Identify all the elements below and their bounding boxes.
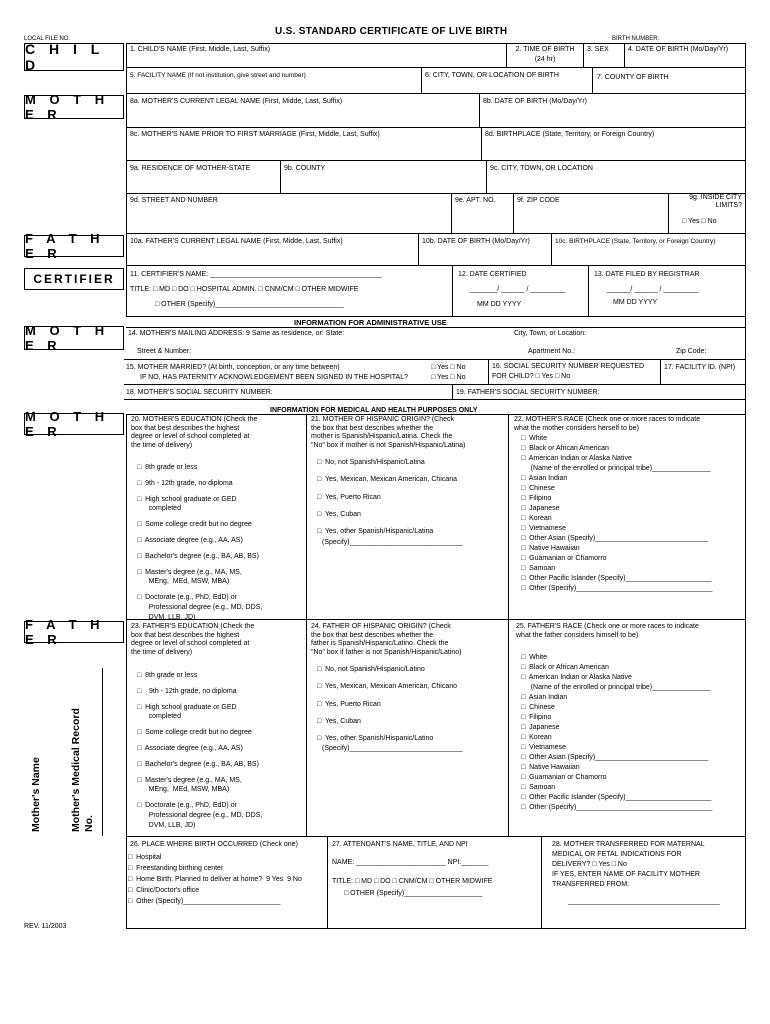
option-item[interactable]: □ Yes, Cuban bbox=[317, 510, 361, 518]
field-15-mother-married: 15. MOTHER MARRIED? (At birth, conception, or any time between) bbox=[126, 364, 340, 371]
field-9d-street[interactable]: 9d. STREET AND NUMBER bbox=[130, 197, 218, 204]
field-9a-residence-state[interactable]: 9a. RESIDENCE OF MOTHER-STATE bbox=[130, 165, 251, 172]
option-item[interactable]: (Name of the enrolled or principal tribe)_______________ bbox=[521, 684, 711, 691]
field-22-options[interactable] bbox=[521, 434, 712, 594]
field-11-certifier-title[interactable]: TITLE: □ MD □ DO □ HOSPITAL ADMIN. □ CNM/CM □ OTHER MIDWIFE bbox=[130, 286, 359, 293]
grid-line bbox=[126, 414, 127, 928]
revision-label: REV. 11/2003 bbox=[24, 923, 67, 930]
grid-line bbox=[488, 359, 489, 384]
option-item[interactable]: □ Other Asian (Specify)_____________________________ bbox=[521, 754, 709, 761]
field-7-county-of-birth[interactable]: 7. COUNTY OF BIRTH bbox=[597, 74, 669, 81]
option-item[interactable]: □ Black or African American bbox=[521, 445, 609, 452]
option-item[interactable]: □ Korean bbox=[521, 515, 552, 522]
grid-line bbox=[668, 193, 669, 233]
option-item[interactable]: □ 8th grade or less bbox=[137, 464, 198, 471]
field-21-mother-hispanic: 21. MOTHER OF HISPANIC ORIGIN? (Check the box that best describes whether the mother is Spanish/Hispanic/Latina. Check the "No" box if mother is not Spanish/Hispanic/Latina) bbox=[311, 416, 466, 449]
field-23-options[interactable] bbox=[137, 671, 262, 837]
field-14-zip[interactable]: Zip Code: bbox=[676, 348, 707, 355]
option-item[interactable]: □ Other (Specify)_________________________ bbox=[128, 898, 281, 905]
field-4-date-of-birth[interactable]: 4. DATE OF BIRTH (Mo/Day/Yr) bbox=[628, 46, 729, 53]
option-item[interactable]: (Name of the enrolled or principal tribe)_______________ bbox=[521, 465, 711, 472]
field-24-options[interactable] bbox=[317, 665, 457, 751]
field-21-options[interactable] bbox=[317, 458, 457, 544]
field-14-city[interactable]: City, Town, or Location: bbox=[514, 330, 587, 337]
side-divider bbox=[102, 668, 103, 836]
field-9e-apt[interactable]: 9e. APT. NO. bbox=[455, 197, 496, 204]
option-item[interactable]: □ Yes, Mexican, Mexican American, Chicano bbox=[317, 683, 458, 691]
option-item[interactable]: □ Some college credit but no degree bbox=[137, 521, 252, 529]
grid-line bbox=[479, 93, 480, 127]
field-3-sex[interactable]: 3. SEX bbox=[587, 46, 609, 53]
field-20-options[interactable] bbox=[137, 463, 262, 629]
field-9g-inside-city: 9g. INSIDE CITY LIMITS? bbox=[689, 194, 742, 209]
grid-line bbox=[592, 67, 593, 93]
field-14-apt[interactable]: Apartment No.: bbox=[528, 348, 576, 355]
option-item[interactable]: □ American Indian or Alaska Native bbox=[521, 674, 632, 681]
grid-line bbox=[481, 127, 482, 160]
option-item[interactable]: □ Black or African American bbox=[521, 664, 609, 671]
grid-line bbox=[541, 836, 542, 928]
field-27-attendant: 27. ATTENDANT'S NAME, TITLE, AND NPI bbox=[332, 841, 468, 848]
option-item[interactable]: □ Bachelor's degree (e.g., BA, AB, BS) bbox=[137, 552, 259, 560]
grid-line bbox=[418, 233, 419, 265]
grid-line bbox=[126, 928, 746, 929]
field-15-paternity-options[interactable]: □ Yes □ No bbox=[431, 374, 466, 381]
field-13-date-filed: 13. DATE FILED BY REGISTRAR bbox=[594, 271, 700, 278]
field-15-paternity: IF NO, HAS PATERNITY ACKNOWLEDGEMENT BEEN SIGNED IN THE HOSPITAL? bbox=[140, 374, 408, 381]
grid-line bbox=[126, 93, 746, 94]
field-14-street[interactable]: Street & Number: bbox=[137, 348, 192, 355]
field-11-certifier-name[interactable]: 11. CERTIFIER'S NAME: ____________________________________________ bbox=[130, 271, 382, 278]
option-item[interactable]: □ 9th - 12th grade, no diploma bbox=[137, 687, 237, 695]
option-item[interactable]: □ White bbox=[521, 654, 548, 661]
option-item[interactable]: □ Other (Specify)___________________________________ bbox=[521, 585, 713, 592]
grid-line bbox=[452, 384, 453, 399]
option-item[interactable]: □ Filipino bbox=[521, 714, 552, 721]
grid-line bbox=[124, 384, 746, 385]
section-father: F A T H E R bbox=[24, 235, 124, 257]
grid-line bbox=[126, 127, 746, 128]
option-item[interactable]: □ Vietnamese bbox=[521, 744, 566, 751]
option-item[interactable]: □ Yes, Cuban bbox=[317, 717, 361, 725]
option-item[interactable]: □ Native Hawaiian bbox=[521, 764, 580, 771]
section-mother-admin: M O T H E R bbox=[24, 326, 124, 350]
option-item[interactable]: □ White bbox=[521, 435, 548, 442]
field-8d-mother-birthplace[interactable]: 8d. BIRTHPLACE (State, Territory, or Foreign Country) bbox=[485, 131, 655, 138]
field-14-mailing-address[interactable]: 14. MOTHER'S MAILING ADDRESS: 9 Same as residence, or: State: bbox=[128, 330, 345, 337]
mothers-name-label: Mother's Name bbox=[30, 757, 42, 832]
grid-line bbox=[124, 359, 746, 360]
option-item[interactable]: □ No, not Spanish/Hispanic/Latino bbox=[317, 666, 425, 673]
field-15-options[interactable]: □ Yes □ No bbox=[431, 364, 466, 371]
medical-info-heading: INFORMATION FOR MEDICAL AND HEALTH PURPOSES ONLY bbox=[270, 407, 478, 414]
option-item[interactable]: □ Master's degree (e.g., MA, MS, MEng, MEd, MSW, MBA) bbox=[137, 568, 242, 586]
field-8c-mother-prior-name[interactable]: 8c. MOTHER'S NAME PRIOR TO FIRST MARRIAGE (First, Middle, Last, Suffix) bbox=[130, 131, 380, 138]
field-17-facility-id[interactable]: 17. FACILITY ID. (NPI) bbox=[664, 364, 736, 371]
grid-line bbox=[508, 414, 509, 619]
field-10a-father-name[interactable]: 10a. FATHER'S CURRENT LEGAL NAME (First, Midde, Last, Suffix) bbox=[130, 238, 343, 245]
field-9c-city[interactable]: 9c. CITY, TOWN, OR LOCATION bbox=[490, 165, 593, 172]
option-item[interactable]: □ Other Asian (Specify)_____________________________ bbox=[521, 535, 709, 542]
grid-line bbox=[421, 67, 422, 93]
field-26-options[interactable] bbox=[128, 852, 302, 907]
option-item[interactable]: □ Bachelor's degree (e.g., BA, AB, BS) bbox=[137, 760, 259, 768]
grid-line bbox=[126, 43, 746, 44]
option-item[interactable]: □ Guamanian or Chamorro bbox=[521, 555, 607, 562]
field-27-name-npi[interactable]: NAME: _______________________ NPI:_______ bbox=[332, 859, 489, 866]
field-21-specify[interactable]: (Specify)_____________________________ bbox=[322, 539, 463, 546]
grid-line bbox=[126, 193, 746, 194]
grid-line bbox=[486, 160, 487, 193]
option-item[interactable]: □ Samoan bbox=[521, 784, 556, 791]
field-12-date-line[interactable]: _______/ ______ / _________ bbox=[470, 286, 566, 293]
grid-line bbox=[126, 67, 746, 68]
field-27-other[interactable]: □ OTHER (Specify)____________________ bbox=[344, 890, 483, 897]
field-8a-mother-legal-name[interactable]: 8a. MOTHER'S CURRENT LEGAL NAME (First, Midde, Last, Suffix) bbox=[130, 98, 343, 105]
option-item[interactable]: □ Yes, other Spanish/Hispanic/Latina bbox=[317, 528, 434, 536]
field-8b-mother-dob[interactable]: 8b. DATE OF BIRTH (Mo/Day/Yr) bbox=[483, 98, 587, 105]
grid-line bbox=[513, 193, 514, 233]
certificate-title: U.S. STANDARD CERTIFICATE OF LIVE BIRTH bbox=[275, 26, 508, 37]
option-item[interactable]: □ Yes, Puerto Rican bbox=[317, 493, 381, 501]
field-23-father-education: 23. FATHER'S EDUCATION (Check the box that best describes the highest degree or level of school completed at the time of delivery) bbox=[131, 623, 255, 656]
section-child: C H I L D bbox=[24, 43, 124, 71]
mothers-medical-record-label: Mother's Medical Record No. bbox=[70, 708, 95, 832]
field-18-mother-ssn[interactable]: 18. MOTHER'S SOCIAL SECURITY NUMBER: bbox=[126, 389, 273, 396]
field-26-place-of-birth: 26. PLACE WHERE BIRTH OCCURRED (Check one) bbox=[130, 841, 298, 848]
field-16-ssn-requested[interactable]: 16. SOCIAL SECURITY NUMBER REQUESTED FOR CHILD? □ Yes □ No bbox=[492, 363, 645, 380]
grid-line bbox=[126, 233, 746, 234]
field-19-father-ssn[interactable]: 19. FATHER'S SOCIAL SECURITY NUMBER: bbox=[456, 389, 600, 396]
option-item[interactable]: □ Yes, Mexican, Mexican American, Chicana bbox=[317, 476, 458, 484]
grid-line bbox=[126, 160, 746, 161]
option-item[interactable]: □ Associate degree (e.g., AA, AS) bbox=[137, 536, 243, 544]
field-12-date-format: MM DD YYYY bbox=[477, 301, 522, 308]
field-5-facility-name[interactable]: 5. FACILITY NAME (If not institution, give street and number) bbox=[130, 72, 306, 79]
grid-line bbox=[452, 265, 453, 316]
grid-line bbox=[588, 265, 589, 316]
option-item[interactable]: □ Home Birth: Planned to deliver at home? 9 Yes 9 No bbox=[128, 876, 302, 883]
section-father-medical: F A T H E R bbox=[24, 621, 124, 643]
option-item[interactable]: □ Samoan bbox=[521, 565, 556, 572]
field-11-certifier-other[interactable]: □ OTHER (Specify)_________________________________ bbox=[155, 301, 344, 308]
grid-line bbox=[624, 43, 625, 67]
field-9g-options[interactable]: □ Yes □ No bbox=[682, 218, 717, 225]
field-9f-zip[interactable]: 9f. ZIP CODE bbox=[517, 197, 560, 204]
option-item[interactable]: □ Yes, Puerto Rican bbox=[317, 700, 381, 708]
option-item[interactable]: □ High school graduate or GED completed bbox=[137, 495, 237, 513]
section-mother-medical: M O T H E R bbox=[24, 413, 124, 435]
field-28-mother-transferred[interactable]: 28. MOTHER TRANSFERRED FOR MATERNAL MEDICAL OR FETAL INDICATIONS FOR DELIVERY? □ Yes □ No IF YES, ENTER NAME OF FACILITY MOTHER TRANSFERRED FROM: bbox=[552, 841, 705, 888]
option-item[interactable]: □ Other Pacific Islander (Specify)______________________ bbox=[521, 575, 712, 582]
grid-line bbox=[745, 43, 746, 928]
admin-info-heading: INFORMATION FOR ADMINISTRATIVE USE bbox=[294, 318, 447, 327]
field-28-facility-line[interactable]: _______________________________________ bbox=[568, 898, 720, 905]
grid-line bbox=[126, 327, 746, 328]
option-item[interactable]: □ Clinic/Doctor's office bbox=[128, 887, 200, 894]
grid-line bbox=[306, 414, 307, 619]
field-24-father-hispanic: 24. FATHER OF HISPANIC ORIGIN? (Check the box that best describes whether the father is Spanish/Hispanic/Latino. Check the "No" box if father is not Spanish/Hispanic/Latino) bbox=[311, 623, 462, 656]
option-item[interactable]: □ American Indian or Alaska Native bbox=[521, 455, 632, 462]
grid-line bbox=[306, 619, 307, 836]
option-item[interactable]: □ Guamanian or Chamorro bbox=[521, 774, 607, 781]
grid-line bbox=[126, 43, 127, 316]
field-25-options[interactable] bbox=[521, 653, 712, 813]
field-10b-father-dob[interactable]: 10b. DATE OF BIRTH (Mo/Day/Yr) bbox=[422, 238, 530, 245]
field-25-father-race: 25. FATHER'S RACE (Check one or more races to indicate what the father considers himself to be) bbox=[516, 623, 699, 639]
field-9b-county[interactable]: 9b. COUNTY bbox=[284, 165, 326, 172]
field-10c-father-birthplace[interactable]: 10c. BIRTHPLACE (State, Territory, or Foreign Country) bbox=[555, 238, 716, 245]
option-item[interactable]: □ Filipino bbox=[521, 495, 552, 502]
grid-line bbox=[126, 265, 746, 266]
grid-line bbox=[506, 43, 507, 67]
grid-line bbox=[660, 359, 661, 384]
grid-line bbox=[280, 160, 281, 193]
grid-line bbox=[551, 233, 552, 265]
option-item[interactable]: □ Freestanding birthing center bbox=[128, 865, 224, 872]
option-item[interactable]: □ Other Pacific Islander (Specify)______________________ bbox=[521, 794, 712, 801]
option-item[interactable]: □ Japanese bbox=[521, 505, 560, 512]
option-item[interactable]: □ Master's degree (e.g., MA, MS, MEng, MEd, MSW, MBA) bbox=[137, 776, 242, 794]
option-item[interactable]: □ 9th - 12th grade, no diploma bbox=[137, 479, 233, 487]
birth-number-label: BIRTH NUMBER: bbox=[612, 36, 660, 42]
field-20-mother-education: 20. MOTHER'S EDUCATION (Check the box that best describes the highest degree or level of school completed at the time of delivery) bbox=[131, 416, 258, 449]
option-item[interactable]: □ Vietnamese bbox=[521, 525, 566, 532]
local-file-no-label: LOCAL FILE NO. bbox=[24, 36, 71, 42]
field-27-title[interactable]: TITLE: □ MD □ DO □ CNM/CM □ OTHER MIDWIFE bbox=[332, 878, 493, 885]
grid-line bbox=[451, 193, 452, 233]
option-item[interactable]: □ Yes, other Spanish/Hispanic/Latino bbox=[317, 735, 434, 743]
option-item[interactable]: □ Korean bbox=[521, 734, 552, 741]
option-item[interactable]: □ Chinese bbox=[521, 704, 555, 711]
option-item[interactable]: □ Asian Indian bbox=[521, 694, 568, 701]
option-item[interactable]: □ Chinese bbox=[521, 485, 555, 492]
option-item[interactable]: □ Doctorate (e.g., PhD, EdD) or Professional degree (e.g., MD, DDS, DVM, LLB, JD) bbox=[137, 802, 263, 829]
option-item[interactable]: □ Japanese bbox=[521, 724, 560, 731]
field-13-date-line[interactable]: ______/ ______ / _________ bbox=[607, 286, 699, 293]
option-item[interactable]: □ Associate degree (e.g., AA, AS) bbox=[137, 744, 243, 752]
option-item[interactable]: □ Other (Specify)___________________________________ bbox=[521, 804, 713, 811]
field-1-childs-name[interactable]: 1. CHILD'S NAME (First, Middle, Last, Suffix) bbox=[130, 46, 271, 53]
grid-line bbox=[126, 316, 746, 317]
grid-line bbox=[124, 399, 746, 400]
grid-line bbox=[583, 43, 584, 67]
field-12-date-certified: 12. DATE CERTIFIED bbox=[458, 271, 527, 278]
option-item[interactable]: □ No, not Spanish/Hispanic/Latina bbox=[317, 459, 425, 466]
field-22-mother-race: 22. MOTHER'S RACE (Check one or more races to indicate what the mother considers herself to be) bbox=[514, 416, 701, 432]
field-13-date-format: MM DD YYYY bbox=[613, 299, 658, 306]
section-certifier: CERTIFIER bbox=[24, 268, 124, 290]
section-mother: M O T H E R bbox=[24, 95, 124, 119]
field-6-city-of-birth[interactable]: 6. CITY, TOWN, OR LOCATION OF BIRTH bbox=[425, 72, 559, 79]
grid-line bbox=[508, 619, 509, 836]
option-item[interactable]: □ Native Hawaiian bbox=[521, 545, 580, 552]
field-2-time-of-birth[interactable]: 2. TIME OF BIRTH (24 hr) bbox=[515, 46, 575, 63]
option-item[interactable]: □ High school graduate or GED completed bbox=[137, 703, 237, 721]
option-item[interactable]: □ 8th grade or less bbox=[137, 672, 198, 679]
option-item[interactable]: □ Asian Indian bbox=[521, 475, 568, 482]
option-item[interactable]: □ Some college credit but no degree bbox=[137, 729, 252, 737]
grid-line bbox=[327, 836, 328, 928]
option-item[interactable]: □ Doctorate (e.g., PhD, EdD) or Professional degree (e.g., MD, DDS, DVM, LLB, JD) bbox=[137, 594, 263, 621]
field-24-specify[interactable]: (Specify)_____________________________ bbox=[322, 745, 463, 752]
option-item[interactable]: □ Hospital bbox=[128, 854, 162, 861]
